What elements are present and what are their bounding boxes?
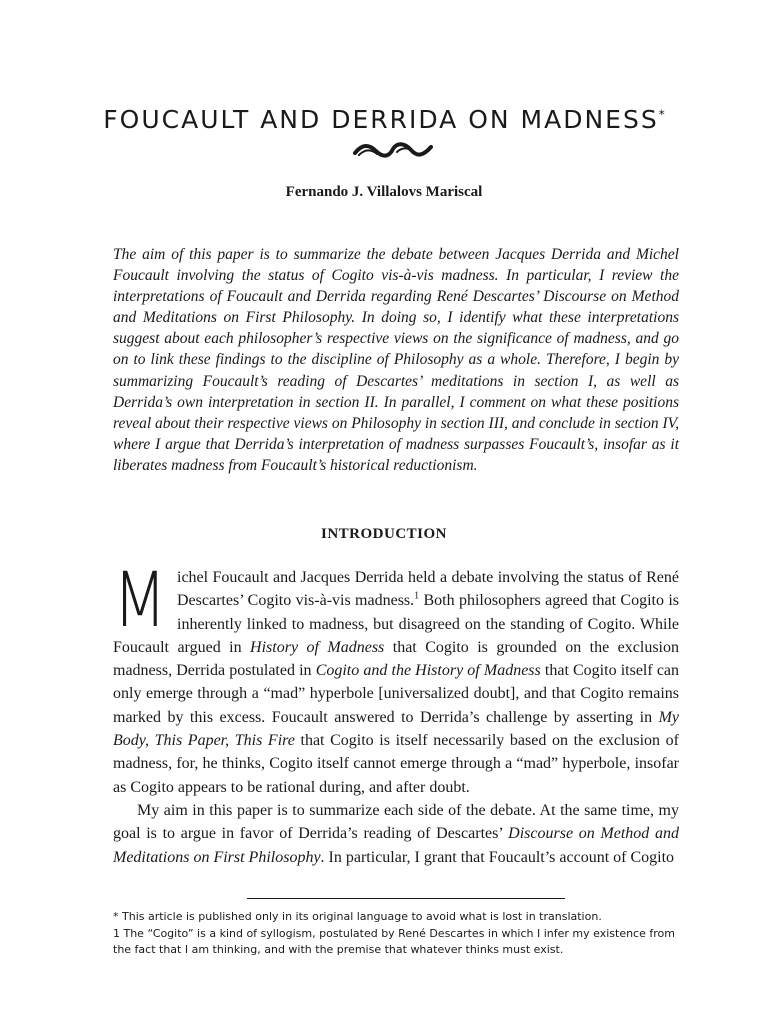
book-title-cogito-history-of-madness: Cogito and the History of Madness bbox=[315, 662, 541, 680]
author-name: Fernando J. Villalovs Mariscal bbox=[285, 184, 483, 200]
paragraph-1-text-a: ichel Foucault and Jacques Derrida held a debate involving the status of René Descartes’ Cogito vis-à-vis madness. bbox=[177, 569, 679, 610]
book-title-my-body-this-paper: My Body, This Paper, This Fire bbox=[113, 708, 679, 750]
footnote-star: * This article is published only in its original language to avoid what is lost in translation. bbox=[113, 910, 602, 923]
paragraph-1-text-d: that Cogito itself can only emerge through a “mad” hyperbole [universalized doubt], and that Cogito remains marked by this excess. Foucault answered to Derrida’s challenge by asserting in bbox=[113, 662, 680, 726]
paragraph-2 bbox=[113, 799, 679, 869]
title-footnote-marker: * bbox=[658, 107, 665, 122]
article-title bbox=[0, 105, 768, 134]
drop-cap: M bbox=[113, 555, 167, 644]
book-title-history-of-madness: History of Madness bbox=[250, 638, 385, 656]
book-title-discourse-on-method: Discourse on Method and Meditations on First Philosophy bbox=[113, 825, 679, 866]
paragraph-2-text-b: . In particular, I grant that Foucault’s account of Cogito bbox=[320, 848, 675, 866]
section-heading-introduction: INTRODUCTION bbox=[320, 526, 447, 542]
footnote-divider bbox=[247, 898, 565, 899]
paragraph-1-text-b: Both philosophers agreed that Cogito is inherently linked to madness, but disagreed on the standing of Cogito. While Foucault argued in bbox=[113, 592, 680, 656]
article-title-text: FOUCAULT AND DERRIDA ON MADNESS bbox=[103, 104, 659, 134]
tilde-ornament-icon bbox=[353, 140, 433, 162]
abstract: The aim of this paper is to summarize the debate between Jacques Derrida and Michel Foucault involving the status of Cogito vis-à-vis madness. In particular, I review the interpretations of Foucault and Derrida regarding René Descartes’ Discourse on Method and Meditations on First Philosophy. In doing so, I identify what these interpretations suggest about each philosopher’s respective views on the significance of madness, and go on to link these findings to the discipline of Philosophy as a whole. Therefore, I begin by summarizing Foucault’s reading of Descartes’ meditations in section I, as well as Derrida’s own interpretation in section II. In parallel, I comment on what these positions reveal about their respective views on Philosophy in section III, and conclude in section IV, where I argue that Derrida’s interpretation of madness surpasses Foucault’s, insofar as it liberates madness from Foucault’s historical reductionism. bbox=[113, 246, 679, 474]
body-text bbox=[113, 555, 680, 869]
paragraph-1-text-c: that Cogito is grounded on the exclusion madness, Derrida postulated in bbox=[113, 638, 680, 680]
paragraph-1-text-e: that Cogito is itself necessarily based on the exclusion of madness, for, he thinks, Cogito itself cannot emerge through a “mad” hyperbole, insofar as Cogito appears to be rational during, and after doubt. bbox=[113, 732, 679, 796]
paragraph-2-text-a: My aim in this paper is to summarize each side of the debate. At the same time, my goal is to argue in favor of Derrida’s reading of Descartes’ bbox=[113, 801, 679, 843]
footnote-1: 1 The “Cogito” is a kind of syllogism, postulated by René Descartes in which I infer my existence from the fact that I am thinking, and with the premise that whatever thinks must exist. bbox=[113, 926, 675, 956]
footnote-ref-1[interactable]: 1 bbox=[414, 590, 420, 602]
footnotes bbox=[113, 909, 683, 959]
paragraph-1 bbox=[113, 555, 680, 799]
